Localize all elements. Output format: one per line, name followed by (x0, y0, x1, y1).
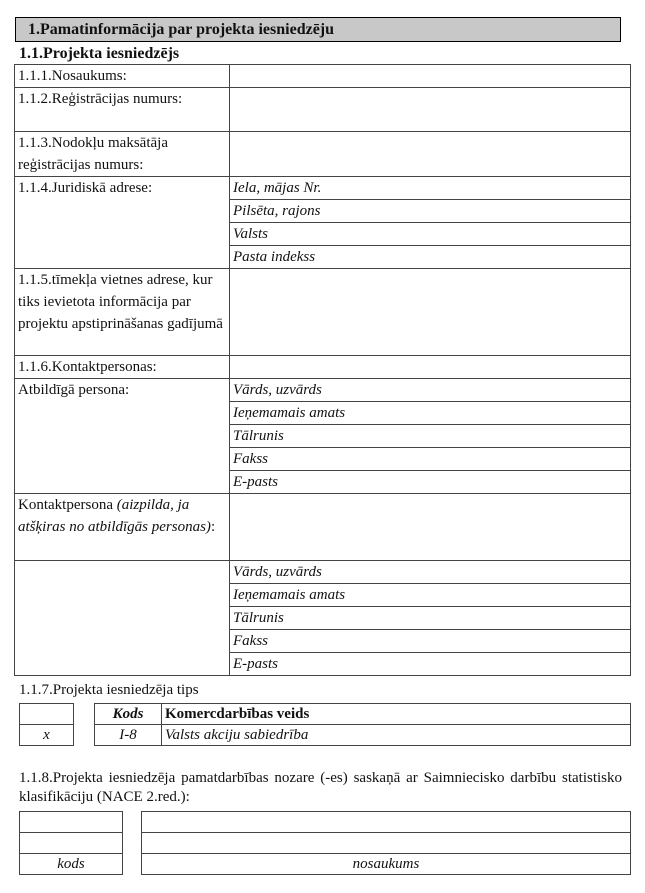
contact-person-text: Kontaktpersona (18, 497, 113, 513)
reg-number-value-cell[interactable] (230, 88, 631, 132)
type-activity-header: Komercdarbības veids (162, 704, 631, 725)
applicant-type-title: 1.1.7.Projekta iesniedzēja tips (19, 682, 199, 698)
contact-name-field[interactable]: Vārds, uzvārds (230, 561, 631, 584)
name-value-cell[interactable] (230, 65, 631, 88)
contact-person-colon: : (210, 519, 216, 535)
applicant-type-table (19, 703, 631, 746)
nace-code-cell-1[interactable] (20, 812, 123, 833)
responsible-email-field[interactable]: E-pasts (230, 471, 631, 494)
contact-person-blank-cell (15, 561, 230, 676)
address-country-field[interactable]: Valsts (230, 223, 631, 246)
tax-number-value-cell[interactable] (230, 132, 631, 177)
type-code-header: Kods (95, 704, 162, 725)
applicant-info-table (14, 64, 631, 676)
nace-code-cell-2[interactable] (20, 833, 123, 854)
nace-name-cell-1[interactable] (142, 812, 631, 833)
responsible-fax-field[interactable]: Fakss (230, 448, 631, 471)
nace-title: 1.1.8.Projekta iesniedzēja pamatdarbības nozare (-es) saskaņā ar Saimniecisko darbību statistisko klasifikāciju (NACE 2.red.): (19, 770, 622, 805)
nace-code-label: kods (20, 854, 123, 875)
contact-person-label (15, 494, 230, 561)
website-value-cell[interactable] (230, 269, 631, 356)
type-mark-cell[interactable]: x (20, 725, 74, 746)
contact-person-note: (aizpilda, ja atšķiras no atbildīgās personas) (18, 497, 211, 535)
section-title: 1.Pamatinformācija par projekta iesniedzēju (15, 17, 621, 42)
responsible-position-field[interactable]: Ieņemamais amats (230, 402, 631, 425)
contacts-label: 1.1.6.Kontaktpersonas: (15, 356, 230, 379)
type-gap (74, 704, 95, 725)
nace-name-label: nosaukums (142, 854, 631, 875)
contact-phone-field[interactable]: Tālrunis (230, 607, 631, 630)
address-street-field[interactable]: Iela, mājas Nr. (230, 177, 631, 200)
nace-code-table (19, 811, 123, 875)
legal-address-label: 1.1.4.Juridiskā adrese: (15, 177, 230, 269)
contacts-value-cell (230, 356, 631, 379)
responsible-phone-field[interactable]: Tālrunis (230, 425, 631, 448)
nace-name-cell-2[interactable] (142, 833, 631, 854)
contact-position-field[interactable]: Ieņemamais amats (230, 584, 631, 607)
name-label: 1.1.1.Nosaukums: (15, 65, 230, 88)
address-city-field[interactable]: Pilsēta, rajons (230, 200, 631, 223)
type-gap-2 (74, 725, 95, 746)
reg-number-label: 1.1.2.Reģistrācijas numurs: (15, 88, 230, 132)
address-postcode-field[interactable]: Pasta indekss (230, 246, 631, 269)
subsection-title: 1.1.Projekta iesniedzējs (19, 45, 180, 62)
contact-fax-field[interactable]: Fakss (230, 630, 631, 653)
contact-email-field[interactable]: E-pasts (230, 653, 631, 676)
responsible-person-label: Atbildīgā persona: (15, 379, 230, 494)
tax-number-label: 1.1.3.Nodokļu maksātāja reģistrācijas numurs: (15, 132, 230, 177)
type-code-cell: I-8 (95, 725, 162, 746)
contact-person-value-cell (230, 494, 631, 561)
nace-name-table (141, 811, 631, 875)
type-activity-cell: Valsts akciju sabiedrība (162, 725, 631, 746)
responsible-name-field[interactable]: Vārds, uzvārds (230, 379, 631, 402)
type-mark-header (20, 704, 74, 725)
website-label: 1.1.5.tīmekļa vietnes adrese, kur tiks ievietota informācija par projektu apstiprināšanas gadījumā (15, 269, 230, 356)
